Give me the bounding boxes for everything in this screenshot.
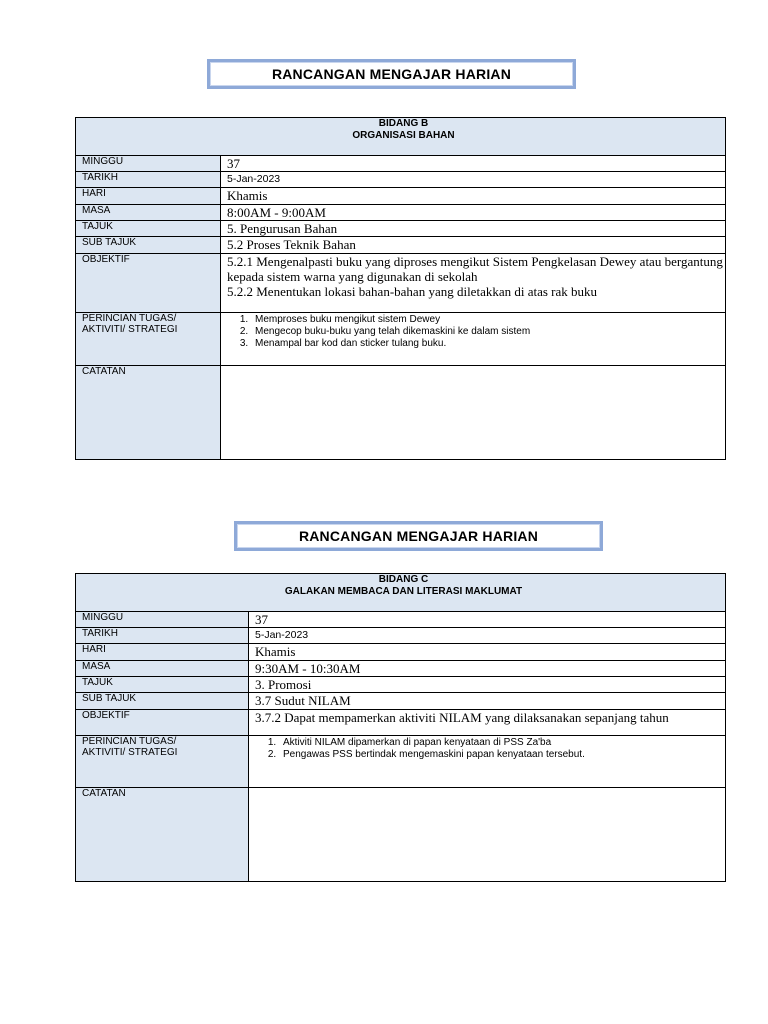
objektif-item: 3.7.2 Dapat mempamerkan aktiviti NILAM yang dilaksanakan sepanjang tahun [255, 710, 669, 725]
sub-tajuk-label: SUB TAJUK [76, 237, 221, 254]
bidang-label: BIDANG C [378, 574, 429, 585]
task-item: 2. Pengawas PSS bertindak mengemaskini papan kenyataan tersebut. [279, 749, 725, 761]
tarikh-label: TARIKH [76, 628, 249, 644]
minggu-value: 37 [221, 156, 726, 172]
masa-value: 8:00AM - 9:00AM [221, 205, 726, 221]
tarikh-value: 5-Jan-2023 [221, 172, 726, 188]
sub-tajuk-value: 3.7 Sudut NILAM [249, 693, 726, 710]
catatan-label: CATATAN [76, 788, 249, 882]
objektif-value [249, 710, 726, 736]
task-list [249, 737, 725, 761]
objektif-value [221, 254, 726, 313]
catatan-label: CATATAN [76, 366, 221, 460]
table-header [76, 118, 726, 156]
masa-value: 9:30AM - 10:30AM [249, 661, 726, 677]
lesson-plan-table [75, 573, 726, 882]
perincian-label-line: PERINCIAN TUGAS/ [82, 736, 177, 747]
catatan-value [221, 366, 726, 460]
task-item: 3. Menampal bar kod dan sticker tulang buku. [251, 338, 725, 350]
masa-label: MASA [76, 661, 249, 677]
lesson-plan-table [75, 117, 726, 460]
perincian-label-line: AKTIVITI/ STRATEGI [82, 747, 178, 758]
task-item: 2. Mengecop buku-buku yang telah dikemaskini ke dalam sistem [251, 326, 725, 338]
minggu-label: MINGGU [76, 612, 249, 628]
catatan-value [249, 788, 726, 882]
minggu-value: 37 [249, 612, 726, 628]
bidang-name: GALAKAN MEMBACA DAN LITERASI MAKLUMAT [284, 586, 523, 597]
task-item: 1. Aktiviti NILAM dipamerkan di papan kenyataan di PSS Za'ba [279, 737, 725, 749]
hari-value: Khamis [221, 188, 726, 205]
tasks-cell [221, 313, 726, 366]
sub-tajuk-label: SUB TAJUK [76, 693, 249, 710]
perincian-label-line: PERINCIAN TUGAS/ [82, 313, 177, 324]
perincian-label-line: AKTIVITI/ STRATEGI [82, 324, 178, 335]
objektif-item: 5.2.1 Mengenalpasti buku yang diproses mengikut Sistem Pengkelasan Dewey atau bergantung kepada sistem warna yang digunakan di sekolah [227, 254, 723, 284]
tajuk-label: TAJUK [76, 677, 249, 693]
task-item: 1. Memproses buku mengikut sistem Dewey [251, 314, 725, 326]
tajuk-label: TAJUK [76, 221, 221, 237]
bidang-name: ORGANISASI BAHAN [352, 130, 455, 141]
perincian-label [76, 313, 221, 366]
hari-label: HARI [76, 644, 249, 661]
table-header [76, 574, 726, 612]
objektif-label: OBJEKTIF [76, 254, 221, 313]
minggu-label: MINGGU [76, 156, 221, 172]
tasks-cell [249, 736, 726, 788]
tarikh-label: TARIKH [76, 172, 221, 188]
hari-value: Khamis [249, 644, 726, 661]
task-list [221, 314, 725, 350]
masa-label: MASA [76, 205, 221, 221]
perincian-label [76, 736, 249, 788]
tarikh-value: 5-Jan-2023 [249, 628, 726, 644]
sub-tajuk-value: 5.2 Proses Teknik Bahan [221, 237, 726, 254]
hari-label: HARI [76, 188, 221, 205]
tajuk-value: 3. Promosi [249, 677, 726, 693]
objektif-item: 5.2.2 Menentukan lokasi bahan-bahan yang diletakkan di atas rak buku [227, 284, 598, 299]
plan-title: RANCANGAN MENGAJAR HARIAN [234, 521, 603, 551]
objektif-label: OBJEKTIF [76, 710, 249, 736]
tajuk-value: 5. Pengurusan Bahan [221, 221, 726, 237]
bidang-label: BIDANG B [378, 118, 429, 129]
plan-title: RANCANGAN MENGAJAR HARIAN [207, 59, 576, 89]
